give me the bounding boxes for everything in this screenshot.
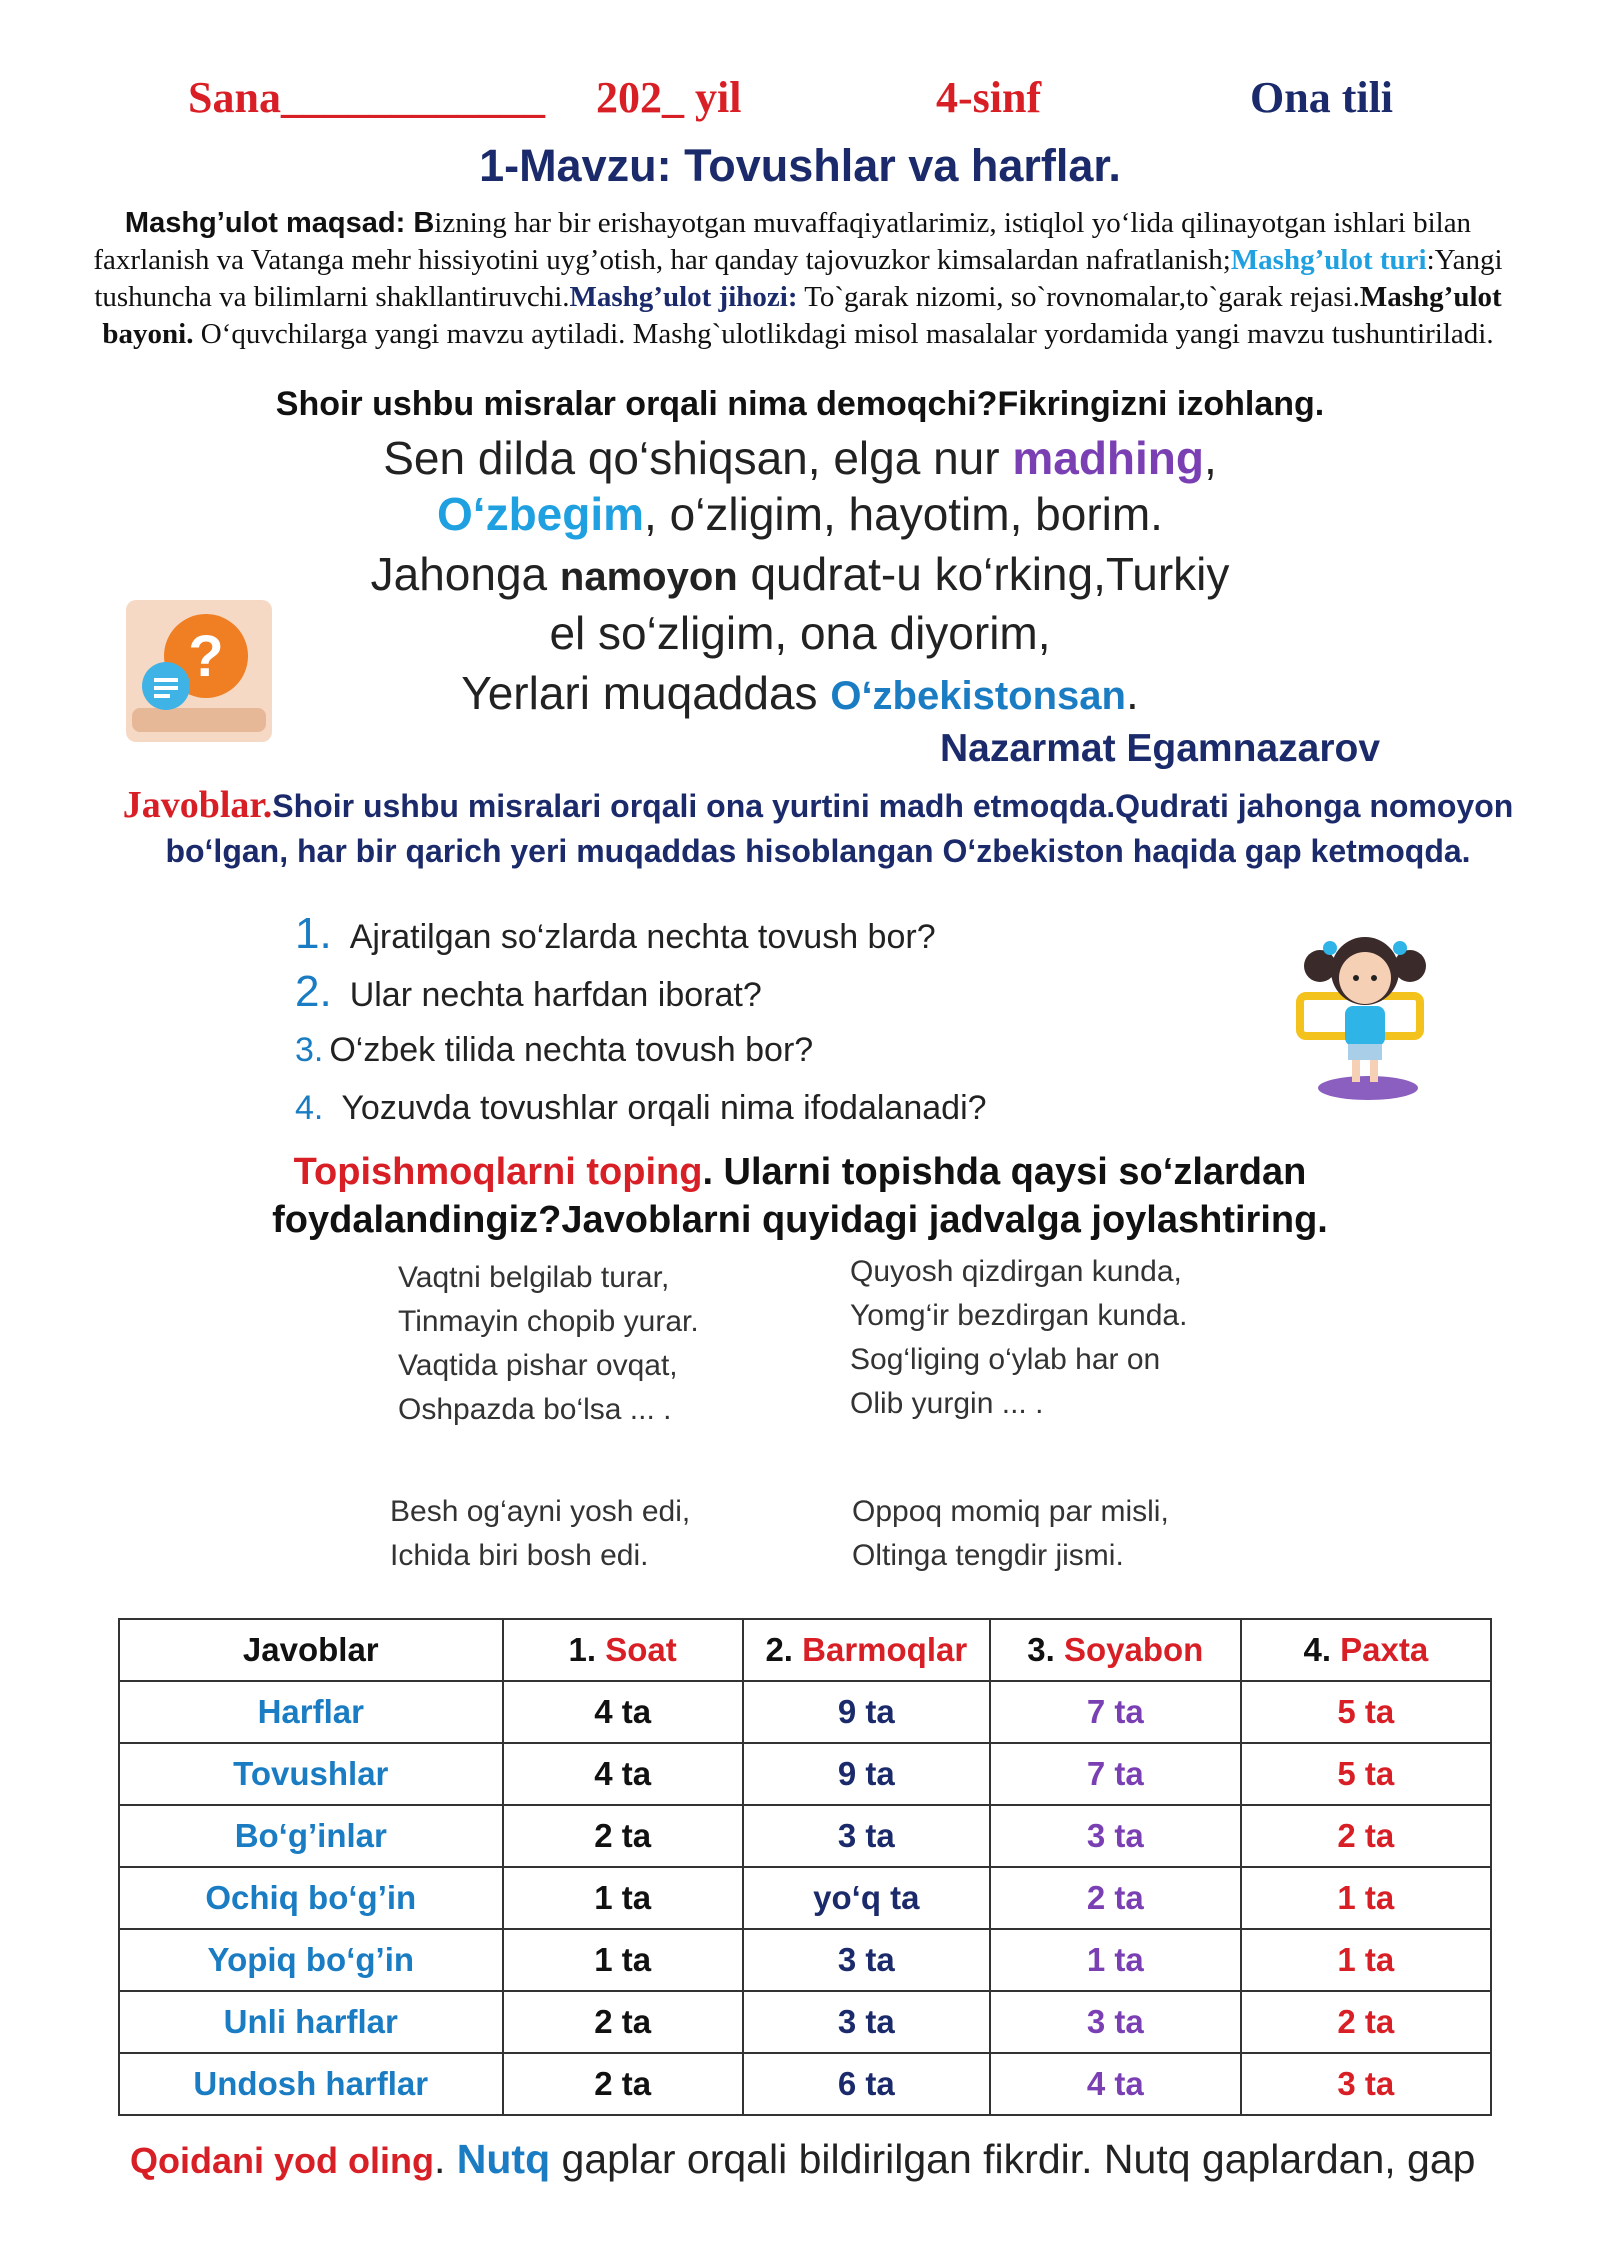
lesson-aim — [78, 205, 1518, 353]
poem-text: qudrat-u ko‘rking,Turkiy — [737, 548, 1230, 600]
riddle-heading-red: Topishmoqlarni toping — [293, 1151, 703, 1193]
table-cell: 2 ta — [1241, 1805, 1491, 1867]
table-header-row — [119, 1619, 1491, 1681]
grade-label: 4-sinf — [936, 73, 1042, 122]
question-number: 4. — [295, 1089, 324, 1127]
list-item — [295, 1021, 987, 1079]
riddle-line: Vaqtida pishar ovqat, — [398, 1349, 678, 1382]
girl-illustration — [1290, 926, 1440, 1106]
riddle-line: Yomg‘ir bezdirgan kunda. — [850, 1299, 1188, 1332]
table-cell: 9 ta — [743, 1743, 990, 1805]
table-cell: 5 ta — [1241, 1743, 1491, 1805]
table-cell: 3 ta — [990, 1805, 1241, 1867]
riddle-3 — [390, 1490, 690, 1578]
poem-highlight: O‘zbekistonsan — [830, 674, 1126, 718]
table-header-cell — [990, 1619, 1241, 1681]
riddle-line: Oppoq momiq par misli, — [852, 1495, 1169, 1528]
table-cell: 4 ta — [990, 2053, 1241, 2115]
poem-line-3 — [250, 546, 1350, 605]
poem-highlight: O‘zbegim — [437, 488, 645, 540]
riddle-line: Besh og‘ayni yosh edi, — [390, 1495, 691, 1528]
rule-text — [130, 2136, 1475, 2183]
riddle-line: Oltinga tengdir jismi. — [852, 1539, 1124, 1572]
table-cell: 2 ta — [990, 1867, 1241, 1929]
table-cell: 2 ta — [503, 1805, 743, 1867]
poem — [250, 430, 1350, 724]
table-row — [119, 1867, 1491, 1929]
answer-label: Javoblar. — [122, 784, 273, 826]
table-cell: 7 ta — [990, 1743, 1241, 1805]
table-cell: 1 ta — [503, 1929, 743, 1991]
riddle-line: Sog‘liging o‘ylab har on — [850, 1343, 1161, 1376]
table-row — [119, 2053, 1491, 2115]
poem-answer — [118, 783, 1518, 874]
table-cell: 6 ta — [743, 2053, 990, 2115]
poem-highlight: madhing — [1012, 432, 1204, 484]
description-label: Mashg’ulot bayoni. — [102, 281, 1502, 350]
poem-highlight: namoyon — [559, 555, 738, 599]
riddle-line: Olib yurgin ... . — [850, 1387, 1044, 1420]
question-text: O‘zbek tilida nechta tovush bor? — [329, 1031, 814, 1069]
table-cell: 9 ta — [743, 1681, 990, 1743]
year-label: 202_ yil — [596, 73, 742, 122]
column-answer: Barmoqlar — [802, 1631, 968, 1668]
poem-text: Sen dilda qo‘shiqsan, elga nur — [383, 432, 1013, 484]
svg-text:?: ? — [188, 624, 224, 689]
poem-line-2 — [250, 486, 1350, 542]
row-label: Bo‘g’inlar — [119, 1805, 503, 1867]
table-row — [119, 1991, 1491, 2053]
table-cell: 3 ta — [743, 1929, 990, 1991]
question-text: Yozuvda tovushlar orqali nima ifodalanadi? — [341, 1089, 987, 1127]
table-header-cell: Javoblar — [119, 1619, 503, 1681]
table-cell: 3 ta — [743, 1991, 990, 2053]
poem-text: , o‘zligim, hayotim, borim. — [644, 488, 1163, 540]
equipment-text: To`garak nizomi, so`rovnomalar,to`garak rejasi. — [797, 281, 1360, 313]
table-cell: 3 ta — [990, 1991, 1241, 2053]
riddle-line: Ichida biri bosh edi. — [390, 1539, 649, 1572]
rule-body: gaplar orqali bildirilgan fikrdir. Nutq gaplardan, gap — [550, 2136, 1476, 2182]
answer-text: Shoir ushbu misralari orqali ona yurtini madh etmoqda.Qudrati jahonga nomoyon bo‘lgan, har bir qarich yeri muqaddas hisoblangan O‘zbekiston haqida gap ketmoqda. — [165, 788, 1514, 869]
column-answer: Paxta — [1340, 1631, 1429, 1668]
poem-line-5 — [250, 665, 1350, 724]
table-header-cell — [503, 1619, 743, 1681]
aim-text: izning har bir erishayotgan muvaffaqiyatlarimiz, istiqlol yo‘lida qilinayotgan ishlari bilan faxrlanish va Vatanga mehr hissiyotini uyg’otish, har qanday tajovuzkor kimsalardan nafratlanish; — [93, 207, 1472, 276]
row-label: Harflar — [119, 1681, 503, 1743]
subject-label: Ona tili — [1250, 73, 1394, 122]
row-label: Yopiq bo‘g’in — [119, 1929, 503, 1991]
question-number: 1. — [295, 909, 332, 958]
aim-first-letter: B — [413, 207, 435, 239]
riddle-2 — [850, 1250, 1187, 1426]
poem-text: Jahonga — [370, 548, 560, 600]
table-cell: 2 ta — [503, 1991, 743, 2053]
rule-dot: . — [433, 2136, 457, 2182]
riddle-line: Tinmayin chopib yurar. — [398, 1305, 699, 1338]
table-cell: 2 ta — [503, 2053, 743, 2115]
riddle-4 — [852, 1490, 1169, 1578]
riddle-heading — [0, 1148, 1600, 1244]
poem-text: Yerlari muqaddas — [461, 667, 831, 719]
list-item — [295, 963, 987, 1021]
question-chat-icon — [124, 598, 274, 744]
poem-line-4 — [250, 605, 1350, 661]
description-text: O‘quvchilarga yangi mavzu aytiladi. Mashg`ulotlikdagi misol masalalar yordamida yangi mavzu tushuntiriladi. — [193, 318, 1494, 350]
riddle-line: Quyosh qizdirgan kunda, — [850, 1255, 1182, 1288]
date-label: Sana____________ — [188, 73, 545, 122]
page-title: 1-Mavzu: Tovushlar va harflar. — [479, 140, 1121, 191]
poem-text: . — [1125, 667, 1139, 719]
table-cell: 7 ta — [990, 1681, 1241, 1743]
table-row — [119, 1743, 1491, 1805]
riddle-line: Oshpazda bo‘lsa ... . — [398, 1393, 672, 1426]
table-cell: 3 ta — [743, 1805, 990, 1867]
column-number: 1. — [568, 1631, 597, 1668]
poem-text: el so‘zligim, ona diyorim, — [549, 607, 1051, 659]
table-header-cell — [1241, 1619, 1491, 1681]
rule-keyword: Nutq — [456, 2136, 551, 2182]
question-text: Ular nechta harfdan iborat? — [349, 976, 762, 1014]
poem-text: , — [1204, 432, 1217, 484]
riddle-heading-text-2: foydalandingiz?Javoblarni quyidagi jadvalga joylashtiring. — [272, 1199, 1328, 1241]
question-text: Ajratilgan so‘zlarda nechta tovush bor? — [349, 918, 936, 956]
table-row — [119, 1681, 1491, 1743]
table-cell: 1 ta — [990, 1929, 1241, 1991]
row-label: Undosh harflar — [119, 2053, 503, 2115]
table-cell: 1 ta — [1241, 1867, 1491, 1929]
table-cell: 4 ta — [503, 1743, 743, 1805]
table-cell: 2 ta — [1241, 1991, 1491, 2053]
list-item — [295, 1079, 987, 1137]
column-number: 4. — [1303, 1631, 1331, 1668]
column-answer: Soyabon — [1063, 1631, 1204, 1668]
row-label: Ochiq bo‘g’in — [119, 1867, 503, 1929]
poem-question: Shoir ushbu misralar orqali nima demoqchi?Fikringizni izohlang. — [275, 385, 1325, 423]
table-row — [119, 1929, 1491, 1991]
row-label: Unli harflar — [119, 1991, 503, 2053]
rule-label: Qoidani yod oling — [130, 2140, 434, 2181]
table-cell: 4 ta — [503, 1681, 743, 1743]
column-answer: Soat — [605, 1631, 677, 1668]
poem-line-1 — [250, 430, 1350, 486]
riddle-heading-text: . Ularni topishda qaysi so‘zlardan — [702, 1151, 1307, 1193]
aim-label: Mashg’ulot maqsad: — [124, 207, 414, 239]
question-list — [295, 905, 987, 1137]
type-text: :Yangi tushuncha va bilimlarni shakllantiruvchi. — [94, 244, 1503, 313]
riddle-line: Vaqtni belgilab turar, — [398, 1261, 670, 1294]
column-number: 2. — [765, 1631, 793, 1668]
list-item — [295, 905, 987, 963]
question-number: 2. — [295, 967, 332, 1016]
table-cell: 1 ta — [503, 1867, 743, 1929]
poem-author: Nazarmat Egamnazarov — [940, 727, 1381, 770]
table-row — [119, 1805, 1491, 1867]
row-label: Tovushlar — [119, 1743, 503, 1805]
equipment-label: Mashg’ulot jihozi: — [569, 281, 798, 313]
table-cell: 3 ta — [1241, 2053, 1491, 2115]
table-cell: 1 ta — [1241, 1929, 1491, 1991]
type-label: Mashg’ulot turi — [1230, 244, 1427, 276]
answers-table — [118, 1618, 1492, 2116]
question-number: 3. — [295, 1031, 324, 1069]
column-number: 3. — [1027, 1631, 1055, 1668]
table-cell: 5 ta — [1241, 1681, 1491, 1743]
table-header-cell — [743, 1619, 990, 1681]
table-cell: yo‘q ta — [743, 1867, 990, 1929]
riddle-1 — [398, 1256, 699, 1432]
